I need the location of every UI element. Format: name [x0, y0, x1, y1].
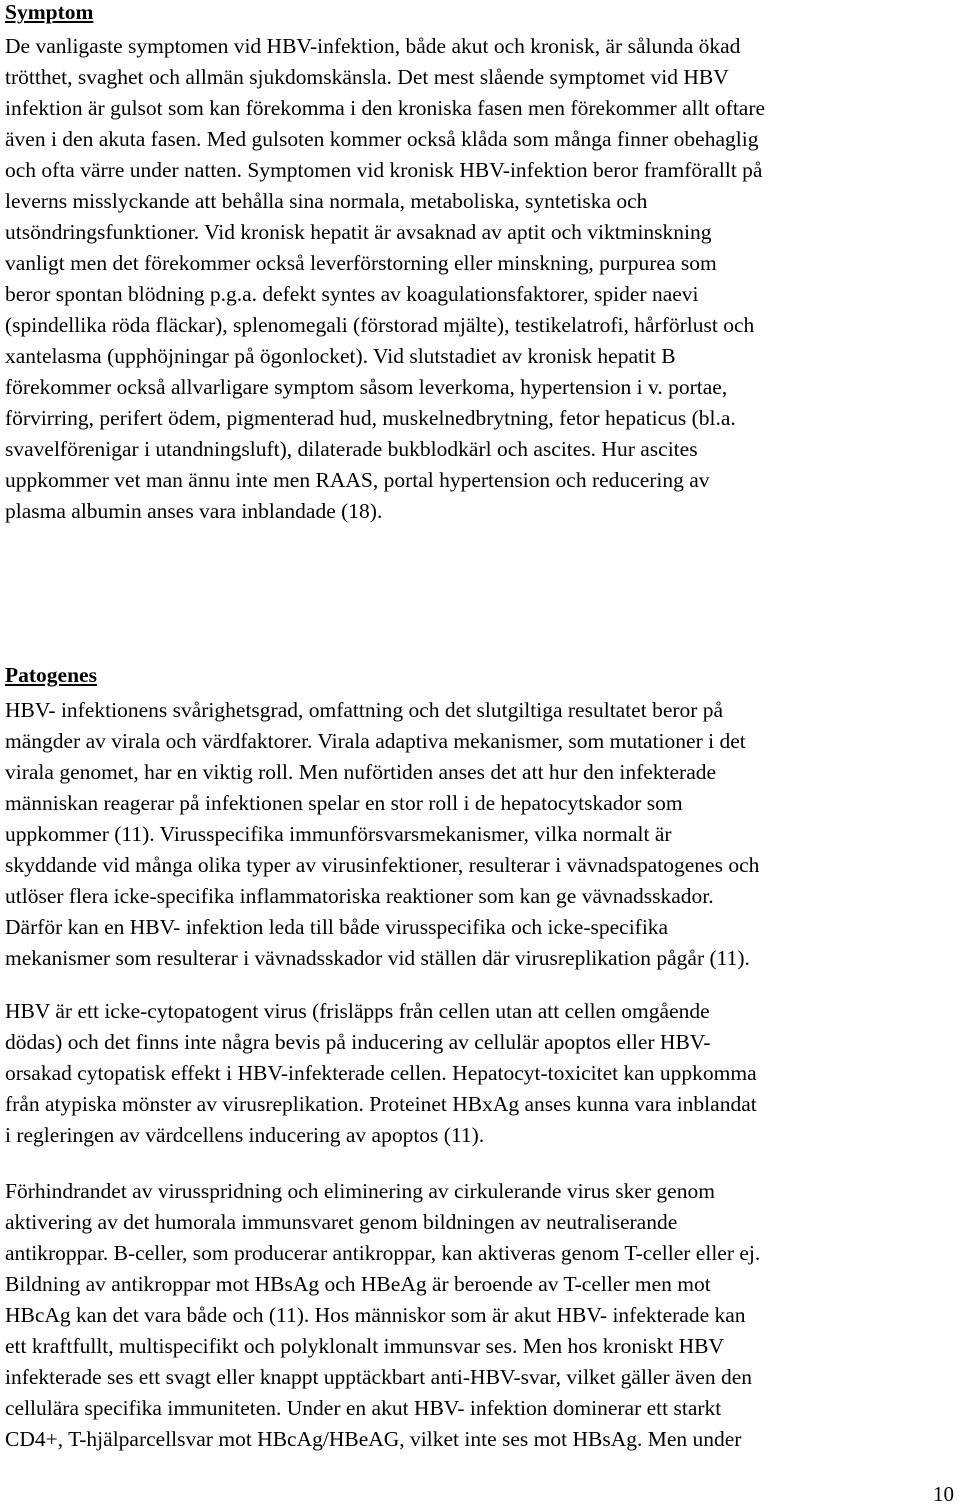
- text-line: utsöndringsfunktioner. Vid kronisk hepatit är avsaknad av aptit och viktminskning: [5, 220, 712, 244]
- text-line: antikroppar. B-celler, som producerar antikroppar, kan aktiveras genom T-celler eller ej.: [5, 1241, 761, 1265]
- text-line: även i den akuta fasen. Med gulsoten kommer också klåda som många finner obehaglig: [5, 127, 759, 151]
- text-line: Förhindrandet av virusspridning och eliminering av cirkulerande virus sker genom: [5, 1179, 715, 1203]
- text-line: cellulära specifika immuniteten. Under en akut HBV- infektion dominerar ett starkt: [5, 1396, 722, 1420]
- text-line: ett kraftfullt, multispecifikt och polyklonalt immunsvar ses. Men hos kroniskt HBV: [5, 1334, 724, 1358]
- text-line: Bildning av antikroppar mot HBsAg och HBeAg är beroende av T-celler men mot: [5, 1272, 711, 1296]
- text-line: svavelförenigar i utandningsluft), dilaterade bukblodkärl och ascites. Hur ascites: [5, 437, 698, 461]
- text-line: mängder av virala och värdfaktorer. Virala adaptiva mekanismer, som mutationer i det: [5, 729, 746, 753]
- text-line: i regleringen av värdcellens inducering av apoptos (11).: [5, 1123, 485, 1147]
- text-line: plasma albumin anses vara inblandade (18).: [5, 499, 383, 523]
- section-heading-symptom: Symptom: [5, 0, 94, 24]
- text-line: HBV- infektionens svårighetsgrad, omfattning och det slutgiltiga resultatet beror på: [5, 698, 724, 722]
- text-line: HBcAg kan det vara både och (11). Hos människor som är akut HBV- infekterade kan: [5, 1303, 746, 1327]
- text-line: xantelasma (upphöjningar på ögonlocket). Vid slutstadiet av kronisk hepatit B: [5, 344, 676, 368]
- text-line: dödas) och det finns inte några bevis på inducering av cellulär apoptos eller HBV-: [5, 1030, 711, 1054]
- page-number: 10: [933, 1482, 954, 1506]
- text-line: utlöser flera icke-specifika inflammatoriska reaktioner som kan ge vävnadsskador.: [5, 884, 714, 908]
- text-line: förvirring, perifert ödem, pigmenterad hud, muskelnedbrytning, fetor hepaticus (bl.a.: [5, 406, 736, 430]
- text-line: HBV är ett icke-cytopatogent virus (frisläpps från cellen utan att cellen omgående: [5, 999, 710, 1023]
- text-line: aktivering av det humorala immunsvaret genom bildningen av neutraliserande: [5, 1210, 678, 1234]
- text-line: uppkommer vet man ännu inte men RAAS, portal hypertension och reducering av: [5, 468, 710, 492]
- text-line: infektion är gulsot som kan förekomma i den kroniska fasen men förekommer allt oftare: [5, 96, 766, 120]
- text-line: leverns misslyckande att behålla sina normala, metaboliska, syntetiska och: [5, 189, 648, 213]
- paragraph-patogenes-1: [5, 695, 759, 974]
- text-line: CD4+, T-hjälparcellsvar mot HBcAg/HBeAG, vilket inte ses mot HBsAg. Men under: [5, 1427, 742, 1451]
- text-line: orsakad cytopatisk effekt i HBV-infekterade cellen. Hepatocyt-toxicitet kan uppkomma: [5, 1061, 757, 1085]
- text-line: beror spontan blödning p.g.a. defekt syntes av koagulationsfaktorer, spider naevi: [5, 282, 699, 306]
- text-line: och ofta värre under natten. Symptomen vid kronisk HBV-infektion beror framförallt på: [5, 158, 763, 182]
- text-line: infekterade ses ett svagt eller knappt upptäckbart anti-HBV-svar, vilket gäller även den: [5, 1365, 752, 1389]
- text-line: (spindellika röda fläckar), splenomegali (förstorad mjälte), testikelatrofi, hårförlust och: [5, 313, 755, 337]
- text-line: trötthet, svaghet och allmän sjukdomskänsla. Det mest slående symptomet vid HBV: [5, 65, 729, 89]
- text-line: människan reagerar på infektionen spelar en stor roll i de hepatocytskador som: [5, 791, 683, 815]
- paragraph-patogenes-3: [5, 1176, 760, 1455]
- paragraph-symptom: [5, 31, 765, 527]
- text-line: förekommer också allvarligare symptom såsom leverkoma, hypertension i v. portae,: [5, 375, 728, 399]
- text-line: mekanismer som resulterar i vävnadsskador vid ställen där virusreplikation pågår (11).: [5, 946, 750, 970]
- text-line: från atypiska mönster av virusreplikation. Proteinet HBxAg anses kunna vara inblandat: [5, 1092, 757, 1116]
- text-line: Därför kan en HBV- infektion leda till både virusspecifika och icke-specifika: [5, 915, 669, 939]
- text-line: uppkommer (11). Virusspecifika immunförsvarsmekanismer, vilka normalt är: [5, 822, 672, 846]
- section-heading-patogenes: Patogenes: [5, 663, 97, 687]
- text-line: De vanligaste symptomen vid HBV-infektion, både akut och kronisk, är sålunda ökad: [5, 34, 741, 58]
- text-line: skyddande vid många olika typer av virusinfektioner, resulterar i vävnadspatogenes och: [5, 853, 760, 877]
- paragraph-patogenes-2: [5, 996, 757, 1151]
- text-line: virala genomet, har en viktig roll. Men nuförtiden anses det att hur den infekterade: [5, 760, 717, 784]
- text-line: vanligt men det förekommer också leverförstorning eller minskning, purpurea som: [5, 251, 717, 275]
